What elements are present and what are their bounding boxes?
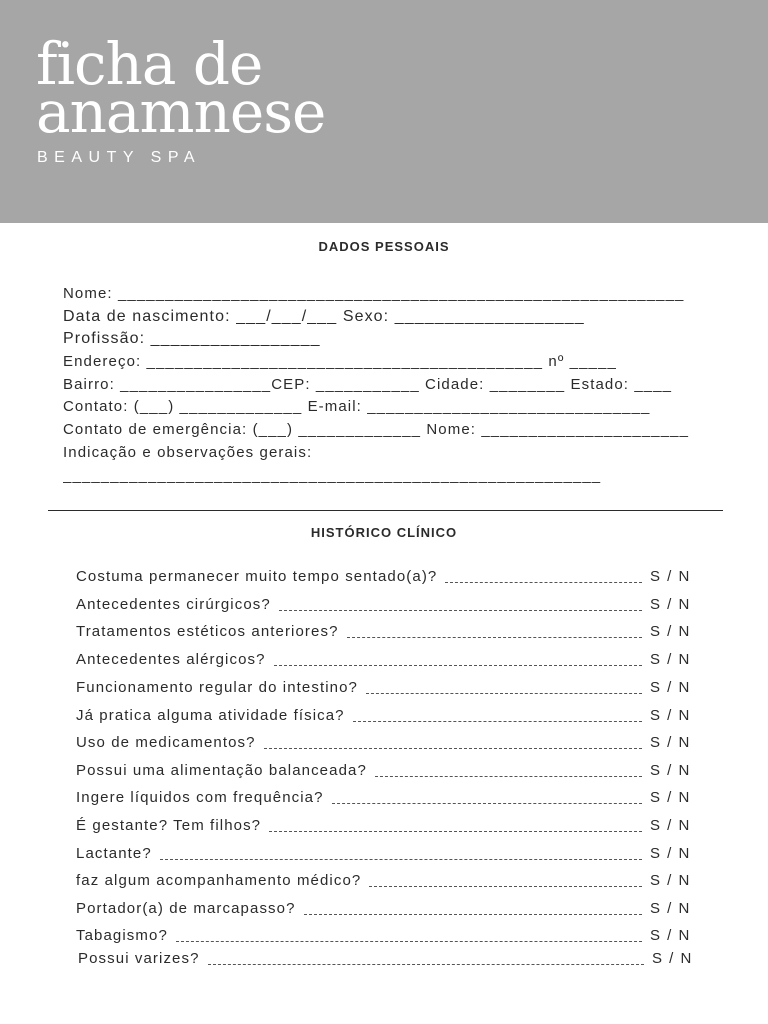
- answer-line[interactable]: [269, 831, 642, 832]
- question-row: [76, 843, 696, 865]
- question-row: [76, 815, 696, 837]
- question-row: [76, 566, 696, 588]
- yes-no-option[interactable]: S / N: [650, 734, 691, 751]
- field-district-cep-city-state[interactable]: Bairro: ________________CEP: ___________ Cidade: ________ Estado: ____: [63, 375, 673, 393]
- question-row: [76, 898, 696, 920]
- field-contact-email[interactable]: Contato: (___) _____________ E-mail: ______________________________: [63, 398, 651, 416]
- question-row: [76, 705, 696, 727]
- question-label: Possui varizes?: [78, 950, 200, 967]
- question-label: faz algum acompanhamento médico?: [76, 872, 362, 889]
- question-row: [76, 649, 696, 671]
- section-divider: [48, 510, 723, 511]
- field-address[interactable]: Endereço: __________________________________________ nº _____: [63, 353, 617, 371]
- header-banner: [0, 0, 768, 223]
- question-label: Funcionamento regular do intestino?: [76, 679, 358, 696]
- field-observations-line[interactable]: _________________________________________________________: [63, 466, 602, 484]
- form-title-line-2: anamnese: [36, 78, 326, 146]
- section-title-personal: DADOS PESSOAIS: [318, 239, 450, 254]
- answer-line[interactable]: [208, 964, 644, 965]
- yes-no-option[interactable]: S / N: [650, 568, 691, 585]
- personal-data-fields: [63, 283, 743, 487]
- question-row: [76, 677, 696, 699]
- answer-line[interactable]: [176, 941, 642, 942]
- yes-no-option[interactable]: S / N: [650, 762, 691, 779]
- question-row: [76, 732, 696, 754]
- question-label: Lactante?: [76, 845, 152, 862]
- answer-line[interactable]: [353, 721, 642, 722]
- question-label: Ingere líquidos com frequência?: [76, 789, 324, 806]
- yes-no-option[interactable]: S / N: [650, 679, 691, 696]
- form-title-line-1: ficha de: [36, 30, 263, 98]
- answer-line[interactable]: [347, 637, 642, 638]
- answer-line[interactable]: [264, 748, 642, 749]
- answer-line[interactable]: [369, 886, 642, 887]
- answer-line[interactable]: [332, 803, 642, 804]
- field-emergency-contact[interactable]: Contato de emergência: (___) _____________ Nome: ______________________: [63, 421, 690, 439]
- yes-no-option[interactable]: S / N: [650, 596, 691, 613]
- question-label: Antecedentes alérgicos?: [76, 651, 266, 668]
- question-row: [76, 594, 696, 616]
- answer-line[interactable]: [366, 693, 642, 694]
- question-row: [76, 621, 696, 643]
- field-observations-label: Indicação e observações gerais:: [63, 443, 313, 461]
- answer-line[interactable]: [304, 914, 642, 915]
- yes-no-option[interactable]: S / N: [650, 789, 691, 806]
- field-birthdate-sex[interactable]: Data de nascimento: ___/___/___ Sexo: ___________________: [63, 307, 585, 325]
- question-label: Antecedentes cirúrgicos?: [76, 596, 271, 613]
- question-row: [76, 760, 696, 782]
- answer-line[interactable]: [274, 665, 642, 666]
- yes-no-option[interactable]: S / N: [650, 927, 691, 944]
- question-label: Já pratica alguma atividade física?: [76, 707, 345, 724]
- question-row: [76, 787, 696, 809]
- question-label: Tabagismo?: [76, 927, 168, 944]
- brand-subtitle: BEAUTY SPA: [37, 149, 201, 166]
- question-row: [76, 870, 696, 892]
- yes-no-option[interactable]: S / N: [650, 817, 691, 834]
- yes-no-option[interactable]: S / N: [650, 651, 691, 668]
- answer-line[interactable]: [375, 776, 642, 777]
- field-profession[interactable]: Profissão: _________________: [63, 330, 321, 348]
- question-label: Tratamentos estéticos anteriores?: [76, 623, 339, 640]
- question-row: [76, 925, 696, 947]
- question-label: Uso de medicamentos?: [76, 734, 256, 751]
- field-name[interactable]: Nome: ____________________________________________________________: [63, 285, 685, 302]
- question-label: É gestante? Tem filhos?: [76, 817, 262, 834]
- yes-no-option[interactable]: S / N: [650, 845, 691, 862]
- answer-line[interactable]: [445, 582, 642, 583]
- yes-no-option[interactable]: S / N: [652, 950, 693, 967]
- yes-no-option[interactable]: S / N: [650, 872, 691, 889]
- yes-no-option[interactable]: S / N: [650, 707, 691, 724]
- question-label: Possui uma alimentação balanceada?: [76, 762, 367, 779]
- yes-no-option[interactable]: S / N: [650, 900, 691, 917]
- question-row: [78, 948, 698, 970]
- answer-line[interactable]: [160, 859, 642, 860]
- answer-line[interactable]: [279, 610, 642, 611]
- question-label: Costuma permanecer muito tempo sentado(a)?: [76, 568, 438, 585]
- form-title: [36, 30, 456, 146]
- yes-no-option[interactable]: S / N: [650, 623, 691, 640]
- section-title-clinical: HISTÓRICO CLÍNICO: [310, 525, 458, 540]
- question-label: Portador(a) de marcapasso?: [76, 900, 296, 917]
